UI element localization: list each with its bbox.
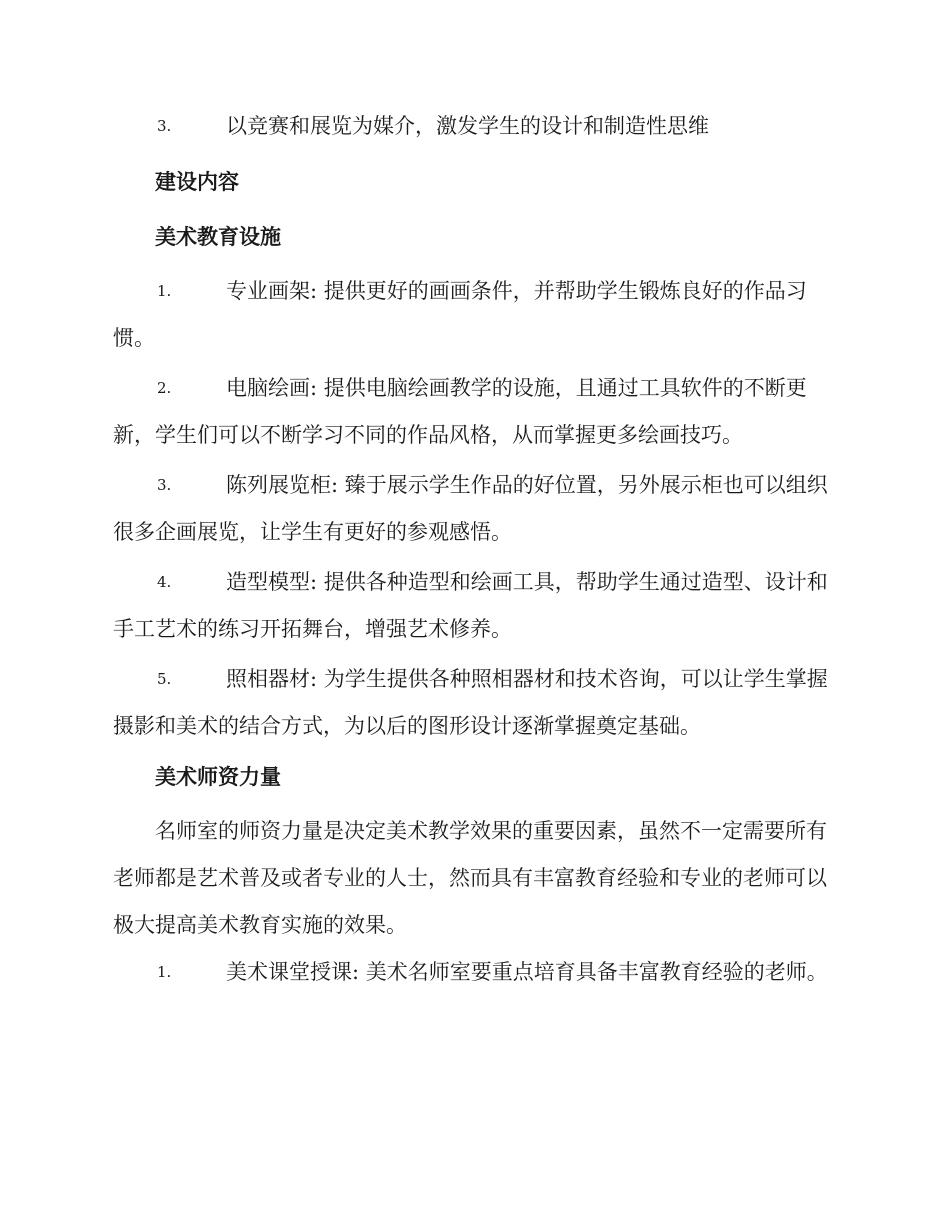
list-text: 造型模型: 提供各种造型和绘画工具，帮助学生通过造型、设计和手工艺术的练习开拓舞台，增强艺术修养。: [113, 570, 828, 641]
list-text: 以竞赛和展览为媒介，激发学生的设计和制造性思维: [226, 114, 709, 138]
list-item-facility-3: [113, 462, 833, 556]
body-paragraph: 名师室的师资力量是决定美术教学效果的重要因素，虽然不一定需要所有老师都是艺术普及或者专业的人士，然而具有丰富教育经验和专业的老师可以极大提高美术教育实施的效果。: [113, 819, 827, 937]
list-text: 美术课堂授课: 美术名师室要重点培育具备丰富教育经验的老师。: [226, 960, 828, 984]
subsection-heading-facilities: 美术教育设施: [155, 224, 281, 249]
list-text: 电脑绘画: 提供电脑绘画教学的设施，且通过工具软件的不断更新，学生们可以不断学习不同的作品风格，从而掌握更多绘画技巧。: [113, 376, 807, 447]
list-item-facility-5: [113, 656, 833, 750]
section-heading-construction: 建设内容: [155, 169, 239, 194]
list-text: 陈列展览柜: 臻于展示学生作品的好位置，另外展示柜也可以组织很多企画展览，让学生有更好的参观感悟。: [113, 473, 828, 544]
list-number: 5.: [157, 670, 172, 688]
list-item-facility-4: [113, 559, 833, 653]
list-number: 4.: [157, 573, 172, 591]
list-text: 专业画架: 提供更好的画画条件，并帮助学生锻炼良好的作品习惯。: [113, 279, 807, 350]
list-number: 3.: [157, 117, 172, 135]
list-number: 1.: [157, 282, 172, 300]
list-item-teacher-1: [113, 949, 833, 996]
list-number: 3.: [157, 476, 172, 494]
list-item-facility-1: [113, 268, 833, 362]
list-number: 1.: [157, 963, 172, 981]
list-item-facility-2: [113, 365, 833, 459]
list-number: 2.: [157, 379, 172, 397]
subsection-heading-teachers: 美术师资力量: [155, 764, 281, 789]
list-item-goal-3: [113, 103, 833, 150]
list-text: 照相器材: 为学生提供各种照相器材和技术咨询，可以让学生掌握摄影和美术的结合方式，为以后的图形设计逐渐掌握奠定基础。: [113, 667, 828, 738]
